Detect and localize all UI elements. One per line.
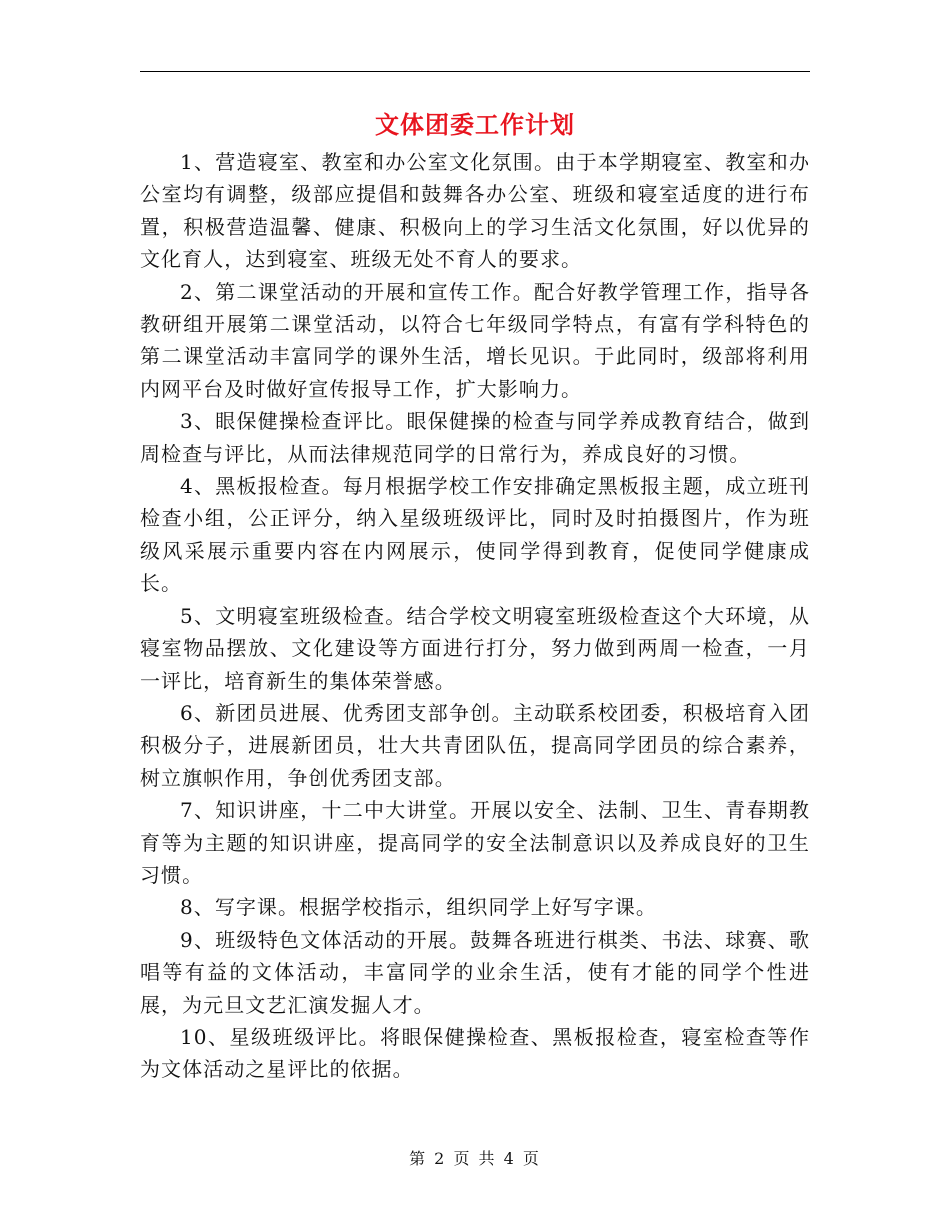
paragraph-3: 3、眼保健操检查评比。眼保健操的检查与同学养成教育结合，做到周检查与评比，从而法律规范同学的日常行为，养成良好的习惯。: [140, 409, 810, 466]
paragraph-6: 6、新团员进展、优秀团支部争创。主动联系校团委，积极培育入团积极分子，进展新团员，壮大共青团队伍，提高同学团员的综合素养，树立旗帜作用，争创优秀团支部。: [140, 700, 810, 790]
paragraph-7: 7、知识讲座，十二中大讲堂。开展以安全、法制、卫生、青春期教育等为主题的知识讲座，提高同学的安全法制意识以及养成良好的卫生习惯。: [140, 798, 810, 887]
paragraph-2: 2、第二课堂活动的开展和宣传工作。配合好教学管理工作，指导各教研组开展第二课堂活动，以符合七年级同学特点，有富有学科特色的第二课堂活动丰富同学的课外生活，增长见识。于此同时，级部将利用内网平台及时做好宣传报导工作，扩大影响力。: [140, 279, 810, 401]
paragraph-10: 10、星级班级评比。将眼保健操检查、黑板报检查，寝室检查等作为文体活动之星评比的依据。: [140, 1024, 810, 1082]
paragraph-9: 9、班级特色文体活动的开展。鼓舞各班进行棋类、书法、球赛、歌唱等有益的文体活动，丰富同学的业余生活，使有才能的同学个性进展，为元旦文艺汇演发掘人才。: [140, 927, 810, 1017]
document-body: [140, 146, 810, 1086]
page-number-label: 第 2 页 共 4 页: [409, 1149, 541, 1168]
header-rule: [140, 71, 810, 72]
page-number-footer: [140, 1148, 810, 1170]
paragraph-8: 8、写字课。根据学校指示，组织同学上好写字课。: [180, 895, 657, 920]
paragraph-5: 5、文明寝室班级检查。结合学校文明寝室班级检查这个大环境，从寝室物品摆放、文化建设等方面进行打分，努力做到两周一检查，一月一评比，培育新生的集体荣誉感。: [140, 603, 810, 693]
paragraph-4: 4、黑板报检查。每月根据学校工作安排确定黑板报主题，成立班刊检查小组，公正评分，纳入星级班级评比，同时及时拍摄图片，作为班级风采展示重要内容在内网展示，使同学得到教育，促使同学健康成长。: [140, 474, 810, 596]
document-title: 文体团委工作计划: [375, 110, 575, 139]
paragraph-1: 1、营造寝室、教室和办公室文化氛围。由于本学期寝室、教室和办公室均有调整，级部应提倡和鼓舞各办公室、班级和寝室适度的进行布置，积极营造温馨、健康、积极向上的学习生活文化氛围，好以优异的文化育人，达到寝室、班级无处不育人的要求。: [140, 150, 810, 272]
